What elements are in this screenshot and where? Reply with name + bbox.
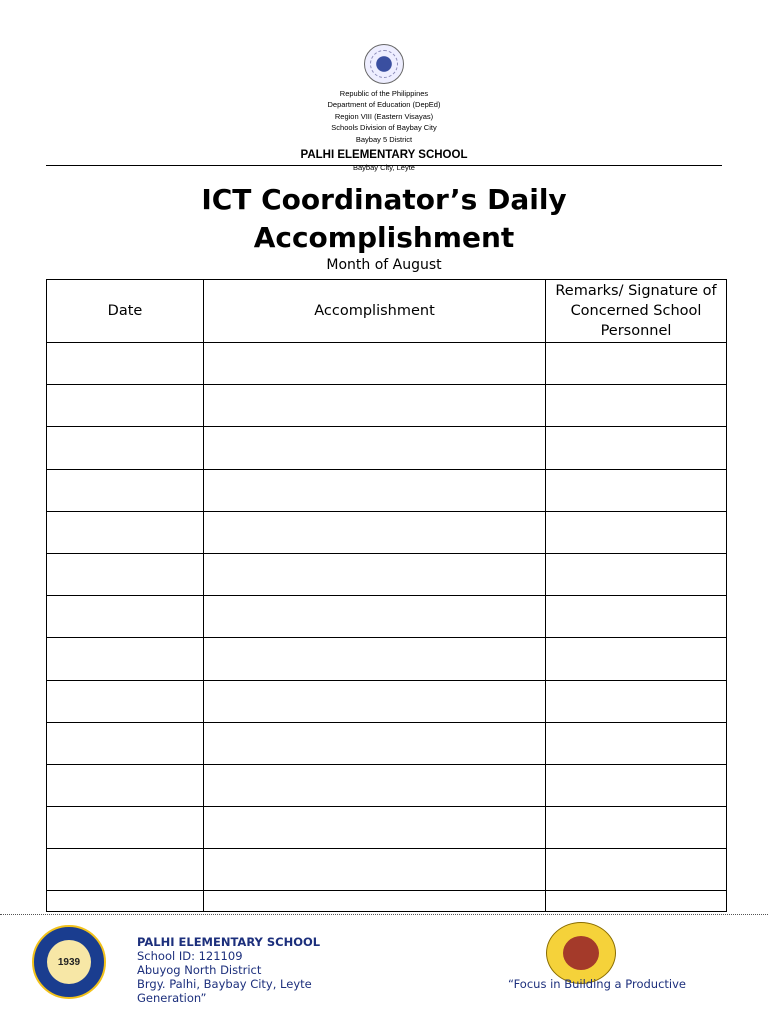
table-row bbox=[47, 849, 727, 891]
remarks-cell[interactable] bbox=[546, 553, 727, 595]
letterhead-line: Region VIII (Eastern Visayas) bbox=[334, 111, 434, 121]
accomplishment-cell[interactable] bbox=[204, 638, 546, 680]
letterhead-line: Republic of the Philippines bbox=[339, 89, 429, 98]
column-header-accomplishment: Accomplishment bbox=[204, 280, 546, 343]
remarks-cell[interactable] bbox=[546, 343, 727, 385]
table-row bbox=[47, 553, 727, 595]
table-row bbox=[47, 680, 727, 722]
accomplishment-cell[interactable] bbox=[204, 343, 546, 385]
footer-address: Brgy. Palhi, Baybay City, Leyte bbox=[137, 977, 312, 991]
letterhead bbox=[0, 44, 768, 173]
table-row bbox=[47, 343, 727, 385]
date-cell[interactable] bbox=[47, 385, 204, 427]
school-location: Baybay City, Leyte bbox=[353, 163, 415, 173]
footer-school-name: PALHI ELEMENTARY SCHOOL bbox=[137, 935, 321, 949]
remarks-cell[interactable] bbox=[546, 722, 727, 764]
date-cell[interactable] bbox=[47, 807, 204, 849]
accomplishment-cell[interactable] bbox=[204, 764, 546, 806]
date-cell[interactable] bbox=[47, 680, 204, 722]
date-cell[interactable] bbox=[47, 891, 204, 912]
accomplishment-cell[interactable] bbox=[204, 469, 546, 511]
school-name: PALHI ELEMENTARY SCHOOL bbox=[300, 149, 468, 162]
project-palhi-logo-icon bbox=[546, 922, 616, 984]
remarks-cell[interactable] bbox=[546, 596, 727, 638]
remarks-cell[interactable] bbox=[546, 891, 727, 912]
letterhead-line: Schools Division of Baybay City bbox=[331, 123, 437, 133]
remarks-cell[interactable] bbox=[546, 807, 727, 849]
date-cell[interactable] bbox=[47, 553, 204, 595]
remarks-cell[interactable] bbox=[546, 638, 727, 680]
table-row bbox=[47, 891, 727, 912]
table-row bbox=[47, 807, 727, 849]
accomplishment-cell[interactable] bbox=[204, 511, 546, 553]
table-row bbox=[47, 469, 727, 511]
accomplishment-cell[interactable] bbox=[204, 807, 546, 849]
title-line-2: Accomplishment bbox=[253, 221, 515, 254]
page-title bbox=[0, 181, 768, 257]
remarks-cell[interactable] bbox=[546, 511, 727, 553]
footer-info bbox=[137, 935, 320, 1005]
school-logo-year: 1939 bbox=[47, 940, 91, 984]
table-header-row bbox=[47, 280, 727, 343]
footer-motto: “Focus in Building a Productive bbox=[508, 977, 686, 991]
footer-motto-continued: Generation” bbox=[137, 991, 207, 1005]
table-body bbox=[47, 343, 727, 912]
table-row bbox=[47, 427, 727, 469]
table-row bbox=[47, 638, 727, 680]
project-logo-emblem bbox=[563, 936, 599, 970]
accomplishment-cell[interactable] bbox=[204, 849, 546, 891]
table-row bbox=[47, 511, 727, 553]
date-cell[interactable] bbox=[47, 427, 204, 469]
footer-school-id: School ID: 121109 bbox=[137, 949, 243, 963]
footer-divider bbox=[0, 914, 768, 915]
date-cell[interactable] bbox=[47, 764, 204, 806]
date-cell[interactable] bbox=[47, 638, 204, 680]
remarks-cell[interactable] bbox=[546, 849, 727, 891]
accomplishment-cell[interactable] bbox=[204, 427, 546, 469]
remarks-cell[interactable] bbox=[546, 427, 727, 469]
title-line-1: ICT Coordinator’s Daily bbox=[201, 183, 567, 216]
accomplishment-cell[interactable] bbox=[204, 553, 546, 595]
accomplishment-table bbox=[46, 279, 727, 912]
accomplishment-cell[interactable] bbox=[204, 385, 546, 427]
letterhead-line: Department of Education (DepEd) bbox=[327, 100, 441, 110]
table-row bbox=[47, 596, 727, 638]
letterhead-line: Baybay 5 District bbox=[355, 134, 413, 144]
accomplishment-cell[interactable] bbox=[204, 596, 546, 638]
date-cell[interactable] bbox=[47, 511, 204, 553]
remarks-cell[interactable] bbox=[546, 385, 727, 427]
deped-seal-icon bbox=[364, 44, 404, 84]
remarks-cell[interactable] bbox=[546, 469, 727, 511]
footer-district: Abuyog North District bbox=[137, 963, 262, 977]
table-row bbox=[47, 722, 727, 764]
accomplishment-cell[interactable] bbox=[204, 891, 546, 912]
column-header-remarks: Remarks/ Signature of Concerned School Personnel bbox=[546, 280, 727, 343]
header-divider bbox=[46, 165, 722, 166]
date-cell[interactable] bbox=[47, 343, 204, 385]
month-label: Month of August bbox=[326, 257, 442, 273]
date-cell[interactable] bbox=[47, 849, 204, 891]
date-cell[interactable] bbox=[47, 596, 204, 638]
date-cell[interactable] bbox=[47, 469, 204, 511]
table-row bbox=[47, 764, 727, 806]
table-row bbox=[47, 385, 727, 427]
remarks-cell[interactable] bbox=[546, 680, 727, 722]
school-logo-icon bbox=[32, 925, 106, 999]
column-header-date: Date bbox=[47, 280, 204, 343]
date-cell[interactable] bbox=[47, 722, 204, 764]
accomplishment-cell[interactable] bbox=[204, 722, 546, 764]
remarks-cell[interactable] bbox=[546, 764, 727, 806]
accomplishment-cell[interactable] bbox=[204, 680, 546, 722]
